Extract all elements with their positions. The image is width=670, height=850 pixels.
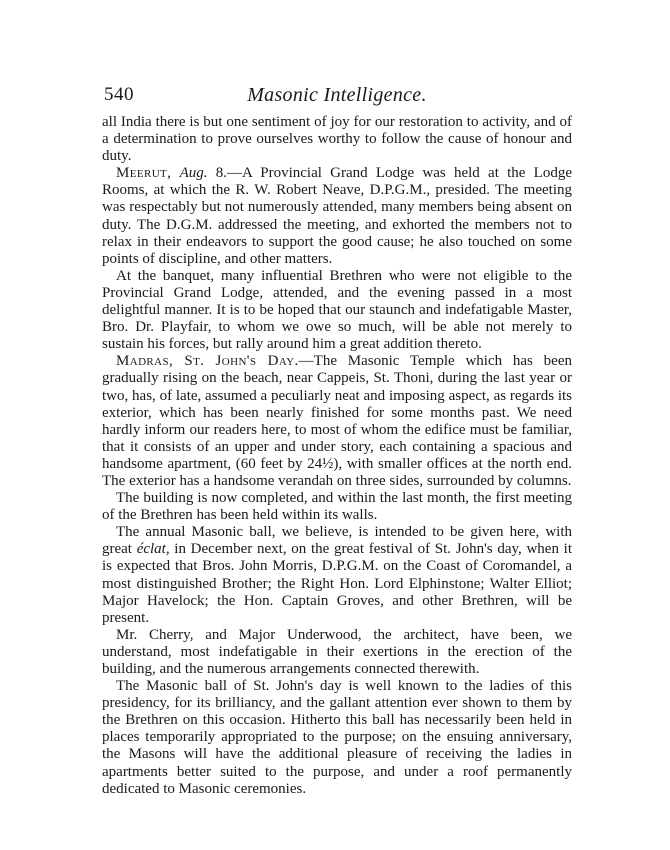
eclat-word: éclat,: [136, 541, 170, 558]
paragraph-architect: Mr. Cherry, and Major Underwood, the architect, have been, we understand, most indefatigable in their exertions in the erection of the building, and the numerous arrangements connected therewith.: [102, 626, 572, 677]
running-head: [102, 84, 572, 114]
paragraph-ball-text-b: in December next, on the great festival of St. John's day, when it is expected that Bros. John Morris, D.P.G.M. on the Coast of Coromandel, a most distinguished Brother; the Right Hon. Lord Elphinstone; Walter Elliot; Major Havelock; the Hon. Captain Groves, and other Brethren, will be present.: [102, 541, 572, 626]
paragraph-madras: [102, 353, 572, 490]
paragraph-continued: all India there is but one sentiment of joy for our restoration to activity, and of a determination to prove ourselves worthy to follow the cause of honour and duty.: [102, 114, 572, 165]
paragraph-meerut: [102, 165, 572, 268]
place-heading-meerut: Meerut,: [116, 165, 172, 182]
article-body: [102, 114, 572, 798]
date-aug: Aug.: [179, 165, 208, 182]
paragraph-ladies: The Masonic ball of St. John's day is well known to the ladies of this presidency, for its brilliancy, and the gallant attention ever shown to them by the Brethren on this occasion. Hitherto this ball has necessarily been held in places temporarily appropriated to the purpose; on the ensuing anniversary, the Masons will have the additional pleasure of receiving the ladies in apartments better suited to the purpose, and under a roof permanently dedicated to Masonic ceremonies.: [102, 678, 572, 797]
paragraph-meerut-text: 8.—A Provincial Grand Lodge was held at the Lodge Rooms, at which the R. W. Robert Neave, D.P.G.M., presided. The meeting was respectably but not numerously attended, many members being absent on duty. The D.G.M. addressed the meeting, and exhorted the members not to relax in their endeavors to support the good cause; he also touched on some points of discipline, and other matters.: [102, 165, 573, 267]
document-page: [102, 84, 572, 798]
paragraph-ball: [102, 524, 572, 627]
paragraph-banquet: At the banquet, many influential Brethren who were not eligible to the Provincial Grand Lodge, attended, and the evening passed in a most delightful manner. It is to be hoped that our staunch and indefatigable Master, Bro. Dr. Playfair, to whom we owe so much, will be able not merely to sustain his forces, but rally around him a great addition thereto.: [102, 267, 572, 353]
paragraph-madras-text: —The Masonic Temple which has been gradually rising on the beach, near Cappeis, St. Thoni, during the last year or two, has, of late, assumed a peculiarly neat and imposing aspect, as regards its exterior, which has been nearly finished for some months past. We need hardly inform our readers here, to most of whom the edifice must be familiar, that it consists of an upper and under story, each containing a spacious and handsome apartment, (60 feet by 24½), with smaller offices at the north end. The exterior has a handsome verandah on three sides, surrounded by columns.: [102, 353, 572, 489]
page-title: Masonic Intelligence.: [247, 84, 427, 106]
place-heading-madras: Madras, St. John's Day.: [116, 353, 299, 370]
paragraph-building: The building is now completed, and within the last month, the first meeting of the Brethren has been held within its walls.: [102, 490, 572, 524]
page-number: 540: [104, 84, 134, 105]
paragraph-ball-text-a: The annual Masonic ball, we believe, is intended to be given here, with great: [102, 524, 572, 558]
